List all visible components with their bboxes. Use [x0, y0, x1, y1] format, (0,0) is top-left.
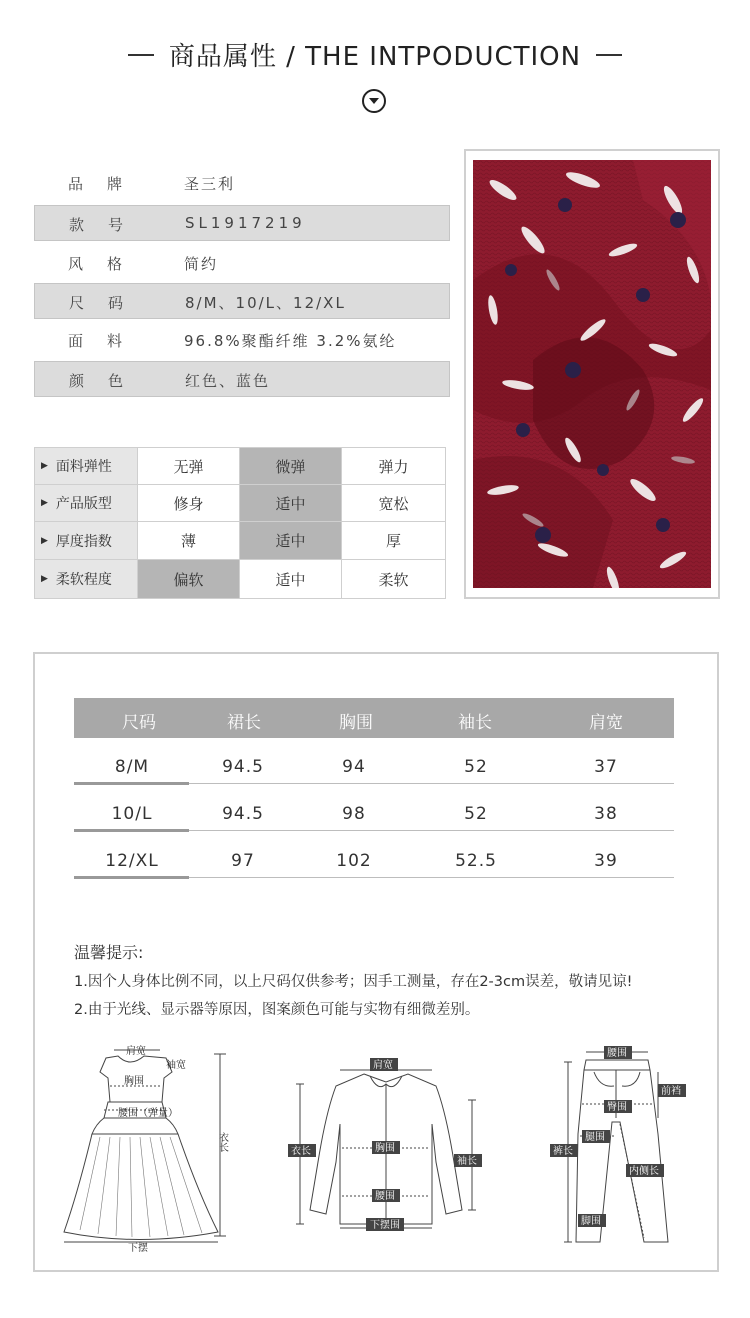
triangle-right-icon: ▶	[41, 574, 48, 584]
fabric-grid-option: 无弹	[137, 447, 240, 485]
shirt-label-hem: 下摆围	[370, 1220, 400, 1231]
table-row	[74, 783, 674, 831]
attr-row-model	[34, 205, 450, 241]
pants-label-hip: 臀围	[607, 1102, 627, 1113]
fabric-grid-option: 宽松	[341, 484, 446, 522]
header-dash-left	[128, 54, 154, 56]
chevron-down-icon	[362, 89, 386, 113]
fabric-grid-label-text: 厚度指数	[55, 533, 112, 550]
table-cell: 94.5	[222, 804, 264, 824]
fabric-grid-option-selected: 适中	[239, 521, 342, 560]
attr-row-fabric	[34, 322, 450, 358]
attr-value: 简约	[184, 255, 219, 273]
table-cell: 102	[336, 851, 372, 871]
table-cell: 38	[594, 804, 618, 824]
header-dash-right	[596, 54, 622, 56]
pants-measurement-diagram	[548, 1042, 690, 1248]
size-table-header-cell: 胸围	[339, 713, 373, 733]
fabric-grid-label-text: 柔软程度	[55, 572, 112, 588]
table-cell: 98	[342, 804, 366, 824]
table-cell: 94.5	[222, 757, 264, 777]
fabric-grid-label	[34, 559, 138, 599]
dress-label-chest: 胸围	[124, 1076, 144, 1087]
table-cell: 39	[594, 851, 618, 871]
attr-row-size	[34, 283, 450, 319]
fabric-grid-label-text: 产品版型	[55, 496, 112, 512]
attr-value: 96.8%聚酯纤维 3.2%氨纶	[184, 332, 397, 350]
section-header	[0, 36, 750, 80]
size-table-header-cell: 肩宽	[589, 713, 623, 733]
attr-row-brand	[34, 165, 450, 201]
fabric-grid-label-text: 面料弹性	[55, 459, 112, 475]
table-cell: 12/XL	[105, 851, 159, 871]
shirt-label-length: 衣长	[291, 1146, 311, 1157]
fabric-grid-option-selected: 适中	[239, 484, 342, 522]
dress-label-hem: 下摆	[128, 1243, 148, 1254]
table-cell: 37	[594, 757, 618, 777]
note-line: 1.因个人身体比例不同，以上尺码仅供参考；因手工测量，存在2-3cm误差，敬请见谅!	[74, 974, 633, 990]
size-table-header	[74, 698, 674, 738]
attr-row-style	[34, 245, 450, 281]
fabric-grid-option: 薄	[137, 521, 240, 560]
dress-label-waist: 腰围（弹量）	[118, 1108, 178, 1119]
dress-label-length: 衣长	[216, 1132, 228, 1152]
table-cell: 52	[464, 757, 488, 777]
fabric-swatch-image	[464, 149, 720, 599]
attr-value: SL1917219	[185, 214, 306, 232]
notes-title: 温馨提示:	[74, 943, 144, 962]
pants-label-outseam: 裤长	[553, 1146, 573, 1157]
fabric-grid-option: 适中	[239, 559, 342, 599]
shirt-label-waist: 腰围	[375, 1191, 395, 1202]
table-row	[74, 830, 674, 878]
attr-label: 颜色	[69, 372, 148, 390]
table-cell: 97	[231, 851, 255, 871]
triangle-right-icon: ▶	[41, 535, 48, 546]
fabric-grid-label	[34, 521, 138, 560]
table-cell: 94	[342, 757, 366, 777]
table-cell: 52.5	[455, 851, 497, 871]
triangle-right-icon: ▶	[41, 461, 48, 471]
dress-measurement-diagram	[58, 1042, 238, 1254]
page-title: 商品属性 / THE INTPODUCTION	[168, 42, 582, 72]
attr-value: 红色、蓝色	[185, 372, 271, 390]
fabric-grid-option-selected: 偏软	[137, 559, 240, 599]
table-row	[74, 736, 674, 784]
pants-label-leg-opening: 脚围	[581, 1216, 601, 1227]
pants-label-waist: 腰围	[607, 1048, 627, 1059]
table-cell: 8/M	[114, 757, 150, 777]
shirt-label-chest: 胸围	[375, 1143, 395, 1154]
attr-label: 尺码	[69, 294, 148, 312]
size-table-header-cell: 尺码	[122, 713, 156, 733]
size-table-header-cell: 裙长	[227, 713, 261, 733]
row-accent-bar	[74, 876, 189, 879]
dress-label-sleeve: 袖宽	[166, 1060, 186, 1071]
size-table-header-cell: 袖长	[458, 713, 492, 733]
fabric-grid-option: 修身	[137, 484, 240, 522]
fabric-grid-option: 柔软	[341, 559, 446, 599]
attr-row-color	[34, 361, 450, 397]
attr-label: 面料	[68, 332, 147, 350]
shirt-label-sleeve: 袖长	[457, 1156, 477, 1167]
fabric-grid-label	[34, 484, 138, 522]
fabric-grid-option: 厚	[341, 521, 446, 560]
fabric-grid-option-selected: 微弹	[239, 447, 342, 485]
fabric-grid-label	[34, 447, 138, 485]
triangle-right-icon: ▶	[41, 498, 48, 508]
attr-label: 品牌	[68, 175, 147, 193]
pants-label-front-rise: 前裆	[661, 1086, 681, 1097]
attr-value: 8/M、10/L、12/XL	[185, 294, 346, 312]
pants-label-thigh: 腿围	[585, 1132, 605, 1143]
attr-label: 风格	[68, 255, 147, 273]
pants-label-inseam: 内侧长	[629, 1166, 659, 1177]
fabric-grid-option: 弹力	[341, 447, 446, 485]
table-cell: 10/L	[111, 804, 153, 824]
fabric-property-grid	[34, 447, 446, 599]
table-cell: 52	[464, 804, 488, 824]
dress-label-shoulder: 肩宽	[126, 1046, 146, 1057]
shirt-label-shoulder: 肩宽	[373, 1060, 393, 1071]
fabric-swatch-illustration	[473, 160, 711, 588]
attr-value: 圣三利	[184, 175, 236, 193]
shirt-measurement-diagram	[286, 1052, 486, 1234]
attr-label: 款号	[69, 216, 148, 234]
note-line: 2.由于光线、显示器等原因，图案颜色可能与实物有细微差别。	[74, 1002, 480, 1018]
